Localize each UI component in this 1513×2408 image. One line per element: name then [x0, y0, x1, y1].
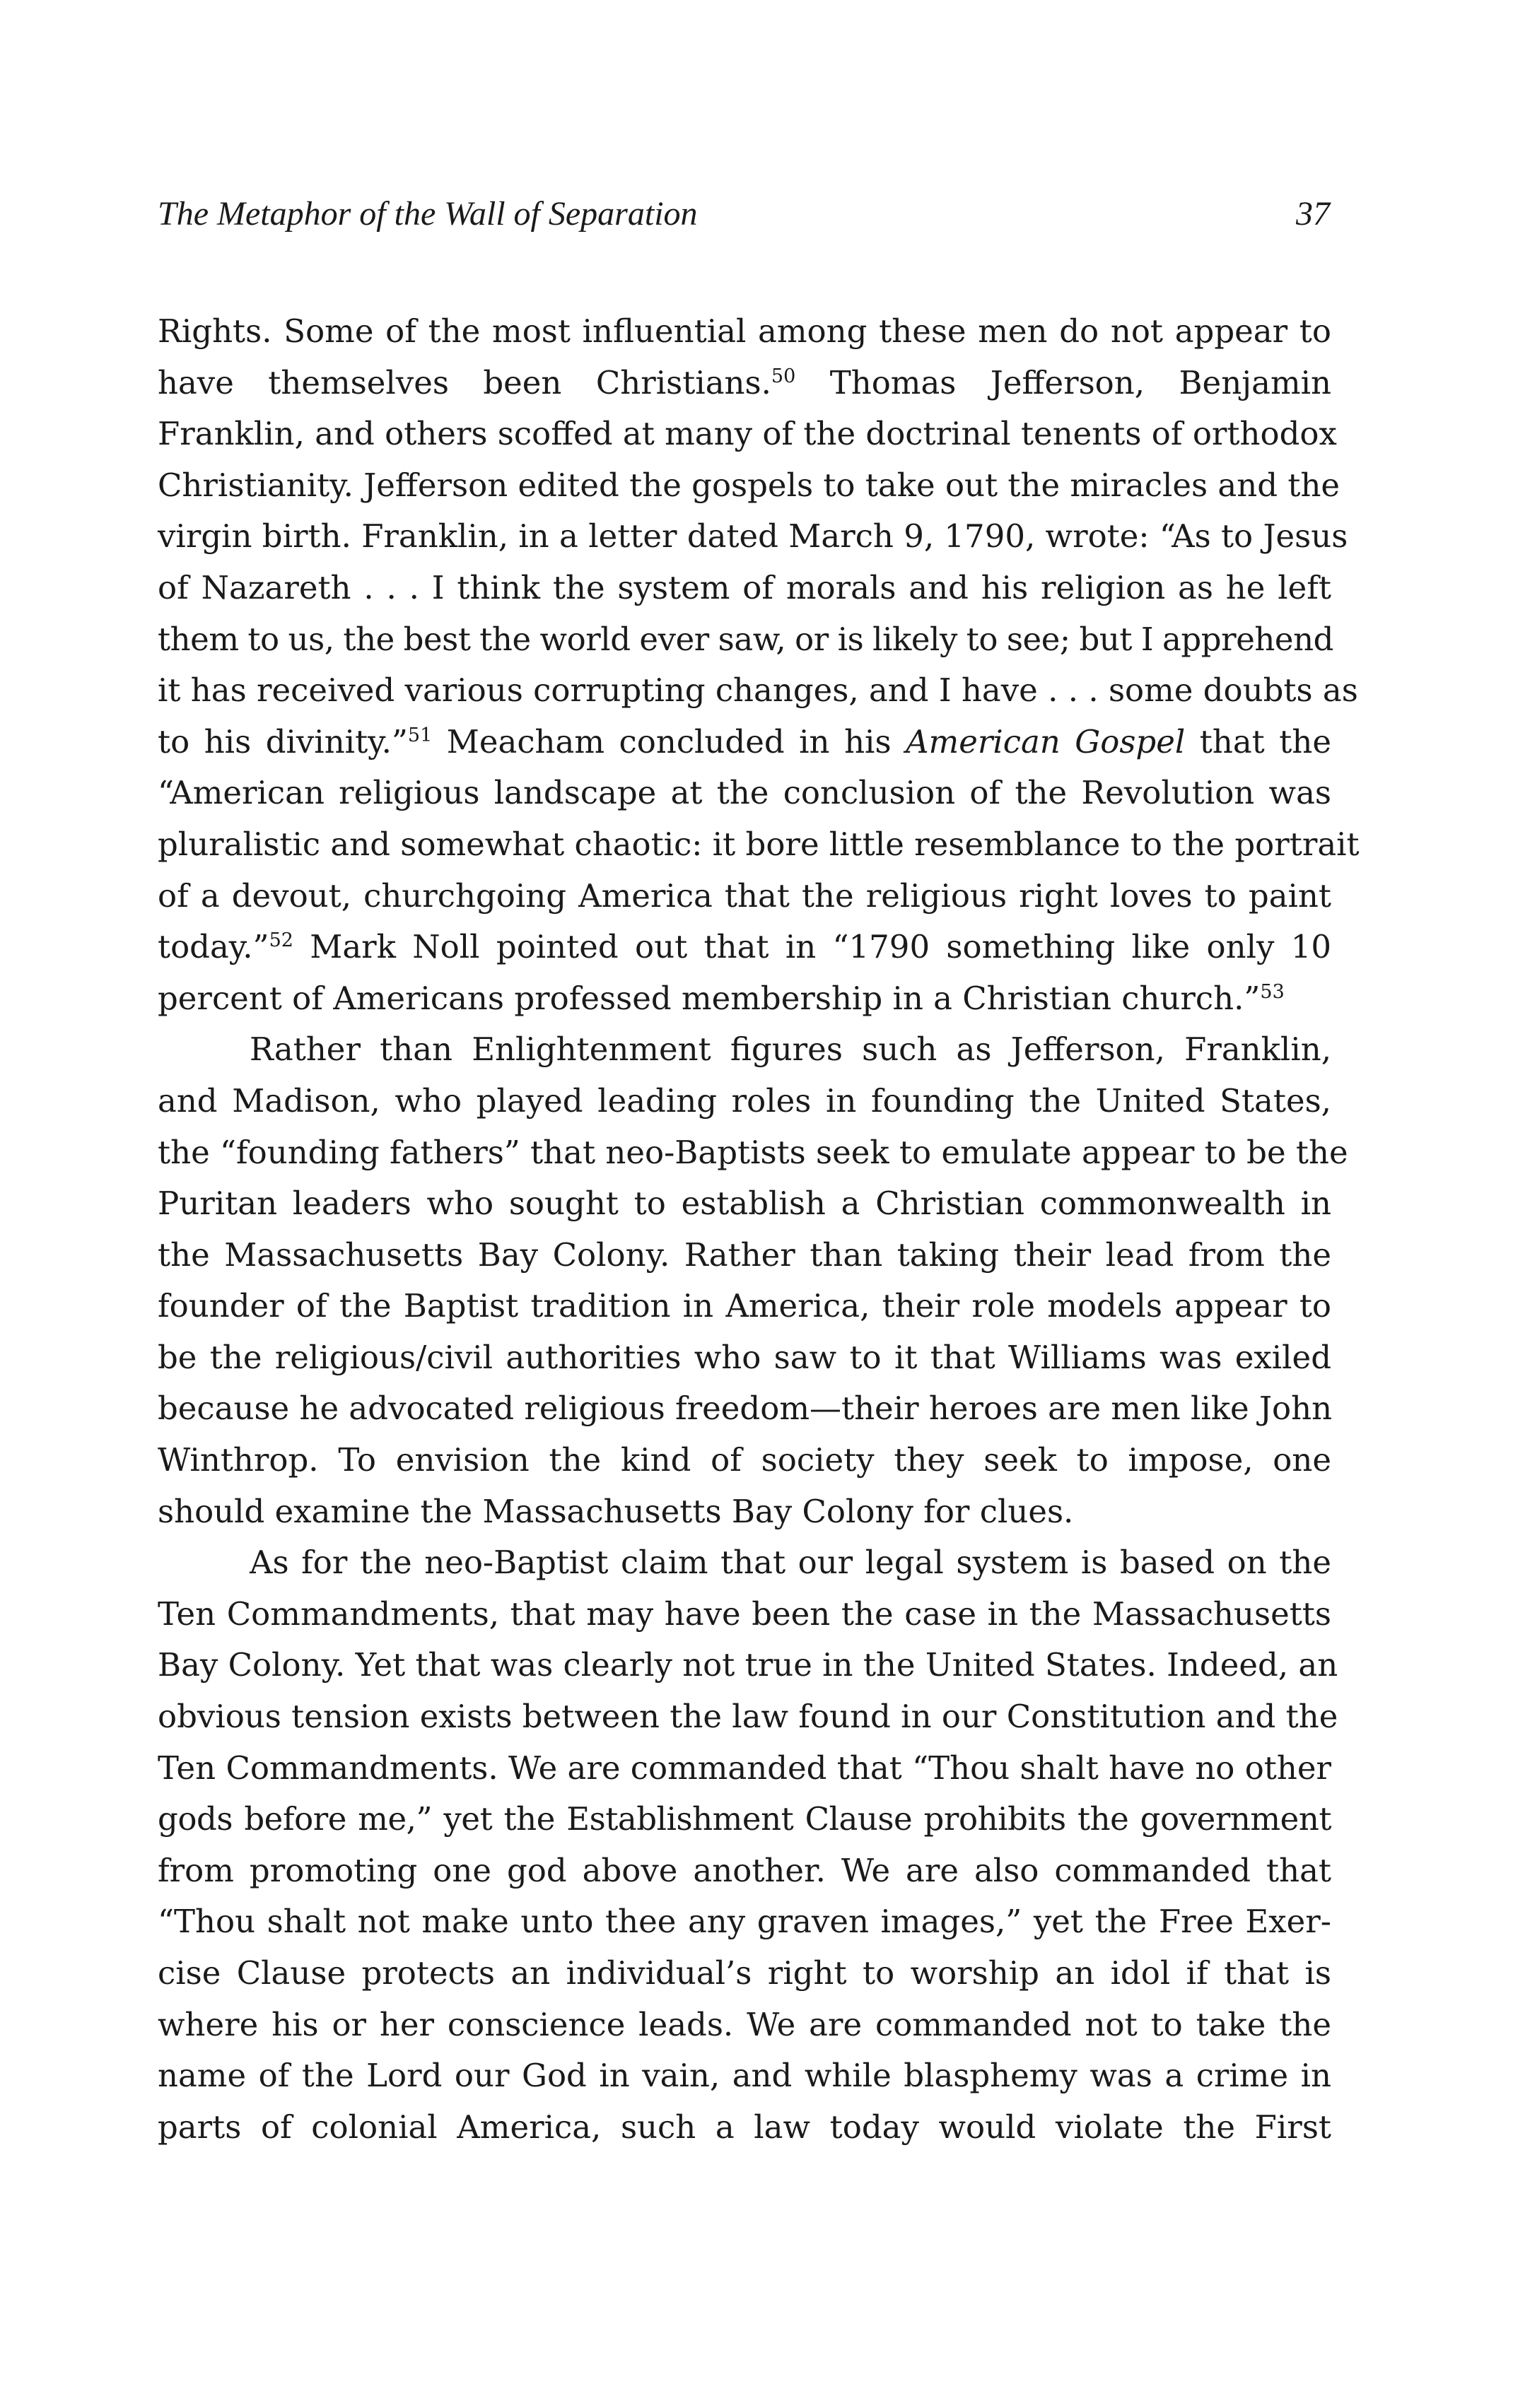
page-number: 37 — [1296, 195, 1330, 233]
text-run: from promoting one god above another. We are also commanded that — [158, 1851, 1331, 1889]
text-run: pluralistic and somewhat chaotic: it bore little resemblance to the portrait — [158, 825, 1360, 863]
text-run: Bay Colony. Yet that was clearly not true in the United States. Indeed, an — [158, 1646, 1338, 1684]
text-line — [158, 1896, 1331, 1948]
text-run: Rather than Enlightenment figures such as Jefferson, Franklin, — [250, 1030, 1331, 1069]
text-line — [158, 1486, 1331, 1538]
text-line — [158, 1999, 1331, 2051]
text-line — [158, 819, 1360, 871]
text-run: name of the Lord our God in vain, and while blasphemy was a crime in — [158, 2057, 1331, 2095]
text-run: be the religious/civil authorities who saw to it that Williams was exiled — [158, 1338, 1331, 1376]
text-run: Thomas Jefferson, Benjamin — [795, 363, 1331, 401]
text-line — [158, 563, 1331, 614]
book-title: American Gospel — [906, 722, 1186, 760]
text-line — [158, 1640, 1338, 1691]
text-line — [158, 717, 1331, 768]
text-run: and Madison, who played leading roles in founding the United States, — [158, 1081, 1331, 1120]
text-line — [158, 665, 1358, 717]
text-run: them to us, the best the world ever saw, or is likely to see; but I apprehend — [158, 620, 1333, 658]
text-line — [158, 511, 1348, 563]
text-line — [158, 768, 1331, 819]
text-run: to his divinity.” — [158, 722, 408, 760]
text-line — [158, 1230, 1331, 1281]
text-line — [158, 1537, 1331, 1589]
text-line — [158, 1127, 1348, 1179]
text-line — [158, 1589, 1331, 1640]
text-run: the “founding fathers” that neo-Baptists seek to emulate appear to be the — [158, 1133, 1348, 1171]
text-line — [158, 1845, 1331, 1897]
text-run: As for the neo-Baptist claim that our legal system is based on the — [250, 1544, 1331, 1582]
text-run: have themselves been Christians. — [158, 363, 771, 401]
text-run: because he advocated religious freedom—their heroes are men like John — [158, 1390, 1333, 1428]
text-line — [158, 1332, 1331, 1384]
text-line — [158, 1383, 1331, 1435]
text-line — [158, 306, 1331, 358]
text-run: where his or her conscience leads. We are commanded not to take the — [158, 2005, 1331, 2043]
text-run: Puritan leaders who sought to establish a Christian commonwealth in — [158, 1185, 1331, 1223]
text-run: Mark Noll pointed out that in “1790 something like only 10 — [293, 928, 1331, 966]
text-run: parts of colonial America, such a law today would violate the First — [158, 2108, 1331, 2146]
text-run: Franklin, and others scoffed at many of the doctrinal tenents of orthodox — [158, 415, 1337, 453]
text-run: should examine the Massachusetts Bay Colony for clues. — [158, 1492, 1074, 1530]
footnote-reference: 51 — [407, 724, 433, 746]
text-run: founder of the Baptist tradition in America, their role models appear to — [158, 1287, 1331, 1325]
text-run: “Thou shalt not make unto thee any graven images,” yet the Free Exer- — [158, 1903, 1331, 1941]
text-run: of Nazareth . . . I think the system of morals and his religion as he left — [158, 568, 1331, 606]
text-line — [158, 1281, 1331, 1332]
footnote-reference: 53 — [1260, 980, 1285, 1003]
text-run: Ten Commandments. We are commanded that “Thou shalt have no other — [158, 1749, 1331, 1787]
text-line — [158, 460, 1340, 512]
text-run: Rights. Some of the most influential among these men do not appear to — [158, 312, 1331, 350]
text-line — [158, 409, 1337, 460]
text-line — [158, 2050, 1331, 2102]
text-line — [158, 1435, 1331, 1486]
text-run: Christianity. Jefferson edited the gospels to take out the miracles and the — [158, 466, 1340, 504]
text-run: it has received various corrupting changes, and I have . . . some doubts as — [158, 671, 1358, 710]
running-head — [158, 189, 1330, 239]
text-run: of a devout, churchgoing America that the religious right loves to paint — [158, 876, 1331, 915]
text-run: Winthrop. To envision the kind of society they seek to impose, one — [158, 1441, 1331, 1479]
text-line — [158, 614, 1331, 666]
text-run: gods before me,” yet the Establishment Clause prohibits the government — [158, 1800, 1331, 1838]
text-run: the Massachusetts Bay Colony. Rather than taking their lead from the — [158, 1235, 1331, 1274]
text-line — [158, 358, 1331, 409]
text-line — [158, 871, 1331, 922]
text-line — [158, 1178, 1331, 1230]
text-run: Ten Commandments, that may have been the case in the Massachusetts — [158, 1594, 1331, 1633]
text-line — [158, 1948, 1331, 1999]
text-run: percent of Americans professed membership in a Christian church.” — [158, 979, 1261, 1017]
text-line — [158, 1794, 1331, 1845]
text-line — [158, 1076, 1331, 1127]
text-line — [158, 1691, 1338, 1743]
text-run: Meacham concluded in his — [432, 722, 906, 760]
text-line — [158, 2102, 1331, 2154]
footnote-reference: 50 — [771, 365, 796, 387]
text-line — [158, 1024, 1331, 1076]
text-line — [158, 1743, 1331, 1795]
footnote-reference: 52 — [269, 929, 293, 952]
body-text — [158, 306, 1360, 2153]
text-line — [158, 922, 1331, 973]
text-run: that the — [1185, 722, 1331, 760]
text-run: obvious tension exists between the law found in our Constitution and the — [158, 1698, 1338, 1736]
text-run: cise Clause protects an individual’s right to worship an idol if that is — [158, 1954, 1331, 1992]
text-run: virgin birth. Franklin, in a letter dated March 9, 1790, wrote: “As to Jesus — [158, 517, 1348, 556]
text-line — [158, 973, 1331, 1025]
text-run: “American religious landscape at the conclusion of the Revolution was — [158, 774, 1331, 812]
running-title: The Metaphor of the Wall of Separation — [158, 195, 698, 233]
text-run: today.” — [158, 928, 269, 966]
